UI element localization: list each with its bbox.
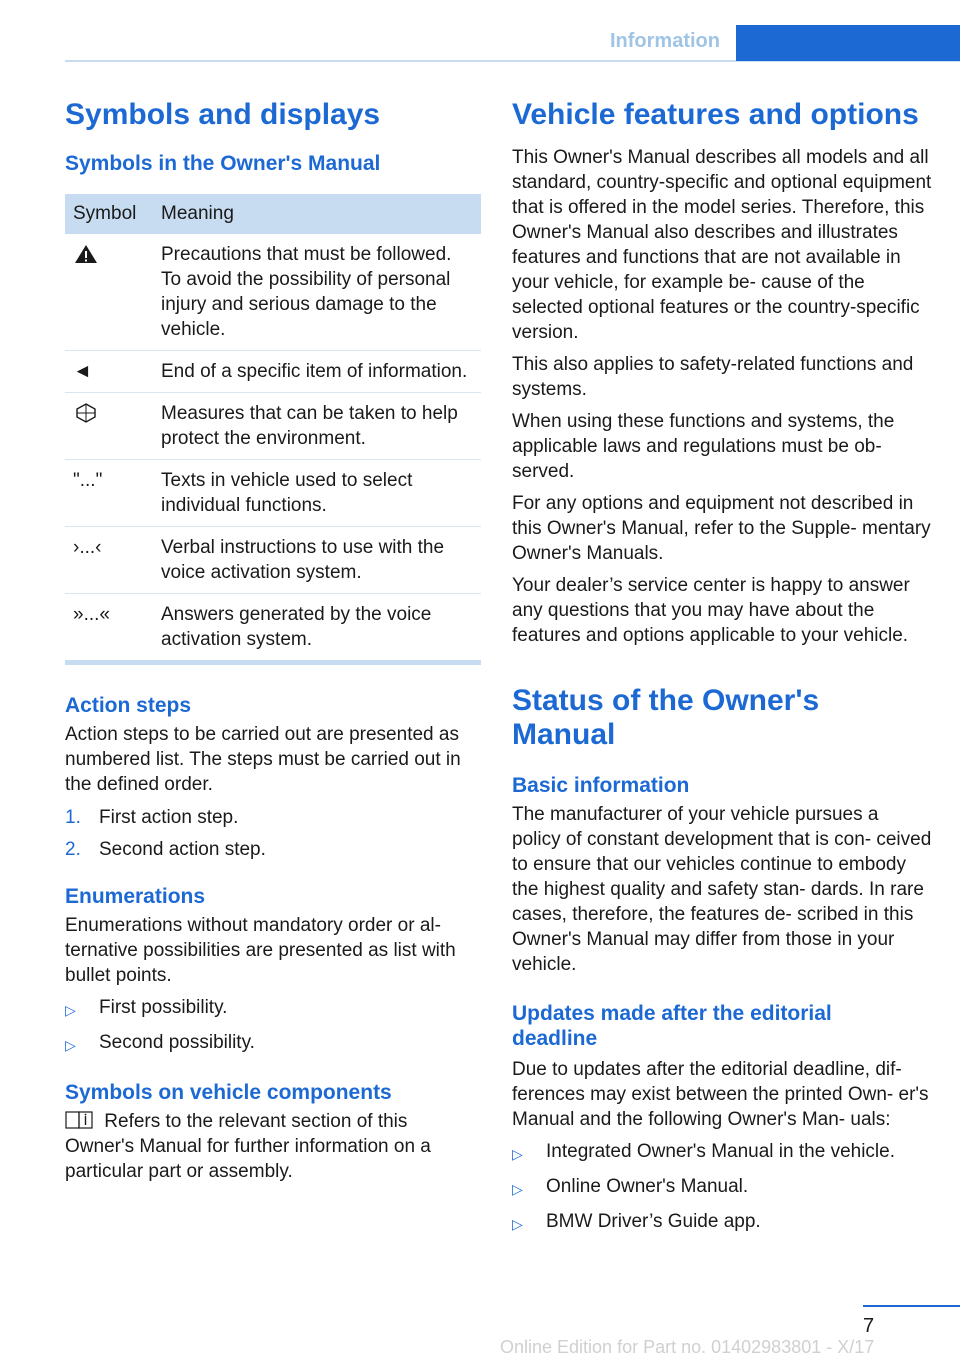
right-column bbox=[512, 98, 932, 1237]
features-paragraph: Your dealer’s service center is happy to answer any questions that you may have about the features and options applicable to your vehicle. bbox=[512, 574, 910, 646]
list-item-text: BMW Driver’s Guide app. bbox=[546, 1211, 761, 1233]
meaning-cell: Measures that can be taken to help protect the environment. bbox=[153, 392, 481, 459]
list-item bbox=[65, 1030, 481, 1058]
warning-triangle-icon bbox=[74, 244, 98, 264]
table-row bbox=[65, 526, 481, 593]
meaning-cell: End of a specific item of information. bbox=[153, 350, 481, 392]
symbol-cell: ›...‹ bbox=[65, 526, 153, 593]
symbol-cell bbox=[65, 234, 153, 351]
basic-info-heading: Basic information bbox=[512, 773, 690, 797]
action-steps-text: Action steps to be carried out are presented as numbered list. The steps must be carried out in the defined order. bbox=[65, 723, 461, 795]
features-paragraph: When using these functions and systems, the applicable laws and regulations must be ob‐ served. bbox=[512, 410, 895, 482]
action-steps-list bbox=[65, 805, 481, 862]
vehicle-components-text bbox=[65, 1109, 481, 1184]
enumerations-heading: Enumerations bbox=[65, 884, 206, 908]
symbols-table bbox=[65, 194, 481, 660]
col-meaning-header: Meaning bbox=[153, 194, 481, 234]
list-item bbox=[512, 1139, 932, 1167]
page-title: Symbols and displays bbox=[65, 98, 381, 131]
bullet-triangle-icon: ▷ bbox=[512, 1146, 523, 1163]
edition-watermark: Online Edition for Part no. 01402983801 - X/17 bbox=[500, 1337, 875, 1357]
symbol-cell: »...« bbox=[73, 603, 110, 625]
list-item-text: Online Owner's Manual. bbox=[546, 1176, 749, 1198]
footer-rule bbox=[863, 1305, 960, 1307]
enumerations-text: Enumerations without mandatory order or al‐ ternative possibilities are presented as list with bullet points. bbox=[65, 915, 456, 987]
meaning-cell: Verbal instructions to use with the voice activation system. bbox=[153, 526, 481, 593]
environment-icon bbox=[74, 402, 98, 424]
action-steps-heading: Action steps bbox=[65, 693, 192, 717]
features-paragraph: For any options and equipment not described in this Owner's Manual, refer to the Supple‐ mentary Owner's Manuals. bbox=[512, 492, 931, 564]
list-item bbox=[65, 995, 481, 1023]
step-number: 1. bbox=[65, 806, 81, 828]
table-row bbox=[65, 350, 481, 392]
updates-text: Due to updates after the editorial deadline, dif‐ ferences may exist between the printed Own‐ er's Manual and the following Owner's Man‐ uals: bbox=[512, 1059, 929, 1131]
section-color-block bbox=[736, 25, 960, 61]
symbol-cell: "..." bbox=[65, 459, 153, 526]
vehicle-components-heading: Symbols on vehicle components bbox=[65, 1081, 392, 1105]
features-title: Vehicle features and options bbox=[512, 98, 919, 131]
table-bottom-rule bbox=[65, 660, 481, 665]
book-icon bbox=[65, 1110, 99, 1130]
list-item bbox=[65, 837, 481, 862]
list-item bbox=[512, 1174, 932, 1202]
left-column bbox=[65, 98, 481, 1184]
step-text: First action step. bbox=[99, 806, 239, 828]
list-item bbox=[65, 805, 481, 830]
table-row bbox=[65, 593, 481, 660]
list-item bbox=[512, 1209, 932, 1237]
table-row bbox=[65, 459, 481, 526]
table-row bbox=[65, 392, 481, 459]
page-number: 7 bbox=[863, 1315, 875, 1337]
updates-list bbox=[512, 1139, 932, 1237]
enumerations-list bbox=[65, 995, 481, 1058]
updates-heading: Updates made after the editorial deadline bbox=[512, 1001, 832, 1050]
bullet-triangle-icon: ▷ bbox=[512, 1216, 523, 1233]
step-text: Second action step. bbox=[99, 838, 266, 860]
vehicle-components-text-body: Refers to the relevant section of this Owner's Manual for further information on a particular part or assembly. bbox=[65, 1111, 431, 1183]
table-row bbox=[65, 234, 481, 351]
section-label: Information bbox=[610, 30, 720, 52]
step-number: 2. bbox=[65, 838, 81, 860]
list-item-text: Second possibility. bbox=[99, 1032, 255, 1054]
features-paragraph: This Owner's Manual describes all models and all standard, country-specific and optional equipment that is offered in the model series. Therefore, this Owner's Manual also describes and illustrates features and functions that are not available in your vehicle, for example be‐ cause of the selected optional features or the country-specific version. bbox=[512, 146, 932, 343]
table-header-row bbox=[65, 194, 481, 234]
status-title: Status of the Owner's Manual bbox=[512, 683, 820, 751]
symbol-cell bbox=[65, 392, 153, 459]
bullet-triangle-icon: ▷ bbox=[512, 1181, 523, 1198]
features-paragraph: This also applies to safety-related functions and systems. bbox=[512, 353, 914, 400]
meaning-cell: Answers generated by the voice activation system. bbox=[161, 603, 432, 650]
list-item-text: First possibility. bbox=[99, 997, 228, 1019]
col-symbol-header: Symbol bbox=[65, 194, 153, 234]
meaning-cell: Texts in vehicle used to select individual functions. bbox=[153, 459, 481, 526]
bullet-triangle-icon: ▷ bbox=[65, 1037, 76, 1054]
list-item-text: Integrated Owner's Manual in the vehicle. bbox=[546, 1141, 895, 1163]
bullet-triangle-icon: ▷ bbox=[65, 1002, 76, 1019]
meaning-cell: Precautions that must be followed. To avoid the possibility of personal injury and serious damage to the vehicle. bbox=[153, 234, 481, 351]
basic-info-text: The manufacturer of your vehicle pursues a policy of constant development that is con‐ ceived to ensure that our vehicles continue to embody the highest quality and safety stan‐ dards. In rare cases, therefore, the features de‐ scribed in this Owner's Manual may differ from those in your vehicle. bbox=[512, 803, 932, 975]
symbols-heading: Symbols in the Owner's Manual bbox=[65, 151, 381, 175]
symbol-cell: ◄ bbox=[65, 350, 153, 392]
